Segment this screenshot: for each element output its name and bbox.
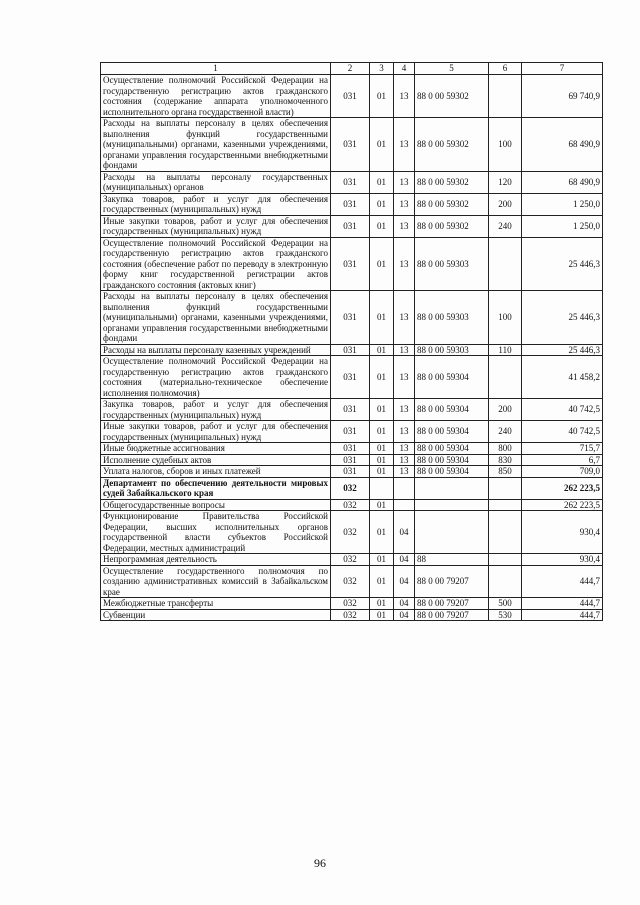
section-code-cell: 01 [370,75,394,118]
amount-cell: 40 742,5 [522,399,603,421]
expense-name-cell: Исполнение судебных актов [101,454,331,466]
subsection-code-cell: 13 [394,193,415,215]
expense-name-cell: Субвенции [101,609,331,621]
target-article-cell: 88 0 00 79207 [415,598,489,610]
table-row [101,609,603,621]
subsection-code-cell: 13 [394,421,415,443]
ministry-code-cell: 031 [331,454,370,466]
ministry-code-cell: 031 [331,344,370,356]
table-row [101,443,603,455]
section-code-cell: 01 [370,118,394,172]
ministry-code-cell: 031 [331,399,370,421]
expense-type-cell: 850 [489,466,522,478]
expense-type-cell: 200 [489,399,522,421]
table-row [101,454,603,466]
table-row [101,344,603,356]
expense-type-cell [489,554,522,566]
ministry-code-cell: 032 [331,477,370,499]
ministry-code-cell: 031 [331,75,370,118]
ministry-code-cell: 031 [331,466,370,478]
expense-name-cell: Межбюджетные трансферты [101,598,331,610]
section-code-cell: 01 [370,443,394,455]
section-code-cell: 01 [370,171,394,193]
target-article-cell: 88 0 00 79207 [415,609,489,621]
expense-type-cell [489,356,522,399]
table-row [101,554,603,566]
section-code-cell: 01 [370,193,394,215]
ministry-code-cell: 031 [331,291,370,345]
section-code-cell: 01 [370,499,394,511]
subsection-code-cell: 04 [394,511,415,554]
target-article-cell: 88 0 00 59302 [415,215,489,237]
expense-name-cell: Иные закупки товаров, работ и услуг для обеспечения государственных (муниципальных) нужд [101,421,331,443]
target-article-cell: 88 0 00 79207 [415,565,489,598]
section-code-cell: 01 [370,237,394,291]
expense-name-cell: Осуществление полномочий Российской Федерации на государственную регистрацию актов гражданского состояния (материально-техническое обеспечение исполнения полномочия) [101,356,331,399]
expense-type-cell: 100 [489,291,522,345]
expense-type-cell: 240 [489,421,522,443]
ministry-code-cell: 032 [331,609,370,621]
header-cell: 6 [489,63,522,75]
amount-cell: 1 250,0 [522,193,603,215]
amount-cell: 262 223,5 [522,477,603,499]
ministry-code-cell: 031 [331,237,370,291]
subsection-code-cell: 04 [394,554,415,566]
table-row [101,356,603,399]
table-row [101,421,603,443]
subsection-code-cell: 04 [394,565,415,598]
ministry-code-cell: 032 [331,499,370,511]
ministry-code-cell: 031 [331,118,370,172]
subsection-code-cell: 04 [394,609,415,621]
table-row [101,598,603,610]
amount-cell: 25 446,3 [522,237,603,291]
ministry-code-cell: 032 [331,565,370,598]
ministry-code-cell: 031 [331,443,370,455]
header-cell: 2 [331,63,370,75]
section-code-cell: 01 [370,356,394,399]
section-code-cell: 01 [370,399,394,421]
expense-type-cell [489,499,522,511]
expense-name-cell: Расходы на выплаты персоналу государственных (муниципальных) органов [101,171,331,193]
section-code-cell: 01 [370,454,394,466]
table-row [101,399,603,421]
amount-cell: 715,7 [522,443,603,455]
amount-cell: 1 250,0 [522,215,603,237]
expense-type-cell: 200 [489,193,522,215]
section-code-cell: 01 [370,554,394,566]
amount-cell: 40 742,5 [522,421,603,443]
expense-type-cell: 110 [489,344,522,356]
target-article-cell: 88 0 00 59304 [415,466,489,478]
expense-type-cell: 830 [489,454,522,466]
target-article-cell [415,511,489,554]
target-article-cell: 88 0 00 59303 [415,291,489,345]
expense-name-cell: Расходы на выплаты персоналу в целях обеспечения выполнения функций государственными (муниципальными) органами, казенными учреждениями, органами управления государственными внебюджетными фондами [101,291,331,345]
amount-cell: 69 740,9 [522,75,603,118]
section-code-cell: 01 [370,511,394,554]
subsection-code-cell: 13 [394,118,415,172]
table-row [101,171,603,193]
expense-type-cell: 240 [489,215,522,237]
expense-type-cell: 500 [489,598,522,610]
header-cell: 5 [415,63,489,75]
target-article-cell: 88 [415,554,489,566]
section-code-cell: 01 [370,344,394,356]
expense-type-cell [489,237,522,291]
amount-cell: 444,7 [522,565,603,598]
table-row [101,118,603,172]
expense-type-cell [489,511,522,554]
target-article-cell [415,477,489,499]
amount-cell: 6,7 [522,454,603,466]
expense-name-cell: Функционирование Правительства Российской Федерации, высших исполнительных органов государственной власти субъектов Российской Федерации, местных администраций [101,511,331,554]
section-code-cell: 01 [370,421,394,443]
expense-name-cell: Закупка товаров, работ и услуг для обеспечения государственных (муниципальных) нужд [101,399,331,421]
expense-type-cell: 800 [489,443,522,455]
target-article-cell: 88 0 00 59303 [415,237,489,291]
section-code-cell: 01 [370,609,394,621]
header-cell: 1 [101,63,331,75]
expense-name-cell: Департамент по обеспечению деятельности мировых судей Забайкальского края [101,477,331,499]
expense-type-cell [489,75,522,118]
amount-cell: 262 223,5 [522,499,603,511]
target-article-cell [415,499,489,511]
target-article-cell: 88 0 00 59303 [415,344,489,356]
expense-name-cell: Закупка товаров, работ и услуг для обеспечения государственных (муниципальных) нужд [101,193,331,215]
header-cell: 4 [394,63,415,75]
ministry-code-cell: 031 [331,215,370,237]
section-code-cell: 01 [370,215,394,237]
target-article-cell: 88 0 00 59302 [415,193,489,215]
amount-cell: 930,4 [522,554,603,566]
ministry-code-cell: 032 [331,598,370,610]
subsection-code-cell: 13 [394,215,415,237]
expense-name-cell: Уплата налогов, сборов и иных платежей [101,466,331,478]
expense-type-cell [489,477,522,499]
target-article-cell: 88 0 00 59304 [415,356,489,399]
amount-cell: 25 446,3 [522,291,603,345]
expense-name-cell: Общегосударственные вопросы [101,499,331,511]
subsection-code-cell: 13 [394,75,415,118]
ministry-code-cell: 031 [331,171,370,193]
amount-cell: 68 490,9 [522,171,603,193]
expense-type-cell: 100 [489,118,522,172]
amount-cell: 444,7 [522,598,603,610]
target-article-cell: 88 0 00 59304 [415,399,489,421]
expense-name-cell: Иные бюджетные ассигнования [101,443,331,455]
target-article-cell: 88 0 00 59304 [415,421,489,443]
amount-cell: 68 490,9 [522,118,603,172]
amount-cell: 444,7 [522,609,603,621]
target-article-cell: 88 0 00 59302 [415,118,489,172]
subsection-code-cell: 04 [394,598,415,610]
section-code-cell: 01 [370,291,394,345]
target-article-cell: 88 0 00 59304 [415,443,489,455]
subsection-code-cell: 13 [394,344,415,356]
ministry-code-cell: 032 [331,511,370,554]
subsection-code-cell: 13 [394,466,415,478]
table-row [101,237,603,291]
ministry-code-cell: 031 [331,421,370,443]
expense-name-cell: Осуществление полномочий Российской Федерации на государственную регистрацию актов гражданского состояния (обеспечение работ по переводу в электронную форму книг государственной регистрации актов гражданского состояния (актовых книг) [101,237,331,291]
table-row [101,565,603,598]
target-article-cell: 88 0 00 59302 [415,75,489,118]
amount-cell: 25 446,3 [522,344,603,356]
expense-name-cell: Расходы на выплаты персоналу в целях обеспечения выполнения функций государственными (муниципальными) органами, казенными учреждениями, органами управления государственными внебюджетными фондами [101,118,331,172]
expense-name-cell: Иные закупки товаров, работ и услуг для обеспечения государственных (муниципальных) нужд [101,215,331,237]
expense-name-cell: Расходы на выплаты персоналу казенных учреждений [101,344,331,356]
subsection-code-cell: 13 [394,356,415,399]
subsection-code-cell: 13 [394,399,415,421]
table-row [101,75,603,118]
section-code-cell: 01 [370,565,394,598]
amount-cell: 930,4 [522,511,603,554]
ministry-code-cell: 031 [331,193,370,215]
expense-name-cell: Осуществление полномочий Российской Федерации на государственную регистрацию актов гражданского состояния (содержание аппарата уполномоченного исполнительного органа государственной власти) [101,75,331,118]
subsection-code-cell: 13 [394,443,415,455]
section-code-cell: 01 [370,466,394,478]
section-code-cell: 01 [370,598,394,610]
target-article-cell: 88 0 00 59304 [415,454,489,466]
expense-type-cell: 530 [489,609,522,621]
subsection-code-cell: 13 [394,454,415,466]
table-row [101,499,603,511]
header-cell: 3 [370,63,394,75]
subsection-code-cell [394,477,415,499]
subsection-code-cell: 13 [394,237,415,291]
target-article-cell: 88 0 00 59302 [415,171,489,193]
page-number: 96 [314,856,326,870]
subsection-code-cell: 13 [394,171,415,193]
table-row [101,193,603,215]
table-row [101,511,603,554]
table-row [101,466,603,478]
ministry-code-cell: 031 [331,356,370,399]
expense-type-cell [489,565,522,598]
subsection-code-cell: 13 [394,291,415,345]
expense-type-cell: 120 [489,171,522,193]
amount-cell: 41 458,2 [522,356,603,399]
table-row [101,291,603,345]
amount-cell: 709,0 [522,466,603,478]
table-header-row [101,63,603,75]
ministry-code-cell: 032 [331,554,370,566]
subsection-code-cell [394,499,415,511]
expense-name-cell: Осуществление государственного полномочия по созданию административных комиссий в Забайкальском крае [101,565,331,598]
budget-table [100,62,603,621]
table-row [101,215,603,237]
section-code-cell [370,477,394,499]
expense-name-cell: Непрограммная деятельность [101,554,331,566]
table-row [101,477,603,499]
header-cell: 7 [522,63,603,75]
